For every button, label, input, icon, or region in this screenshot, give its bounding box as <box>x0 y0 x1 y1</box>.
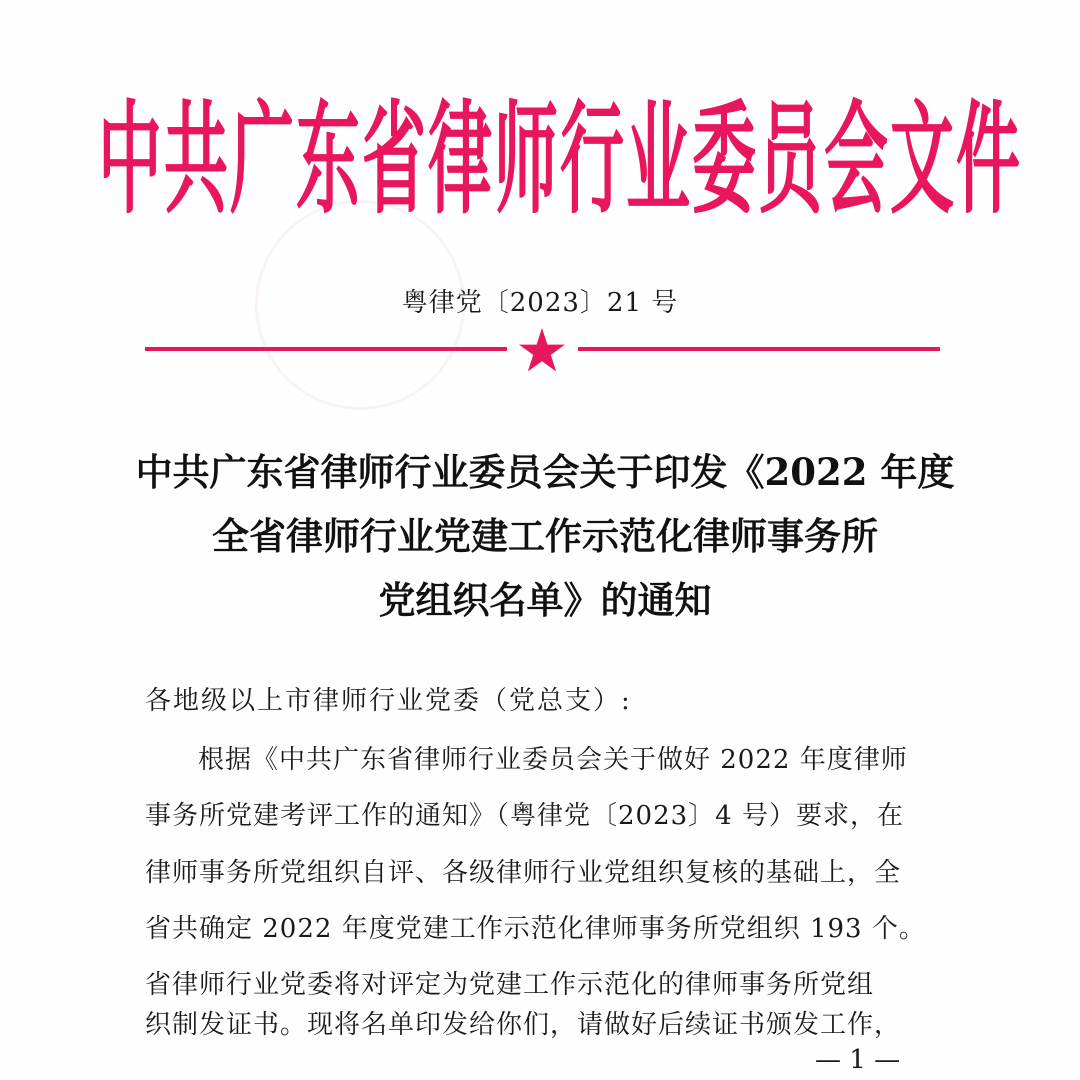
notice-title <box>120 440 970 632</box>
notice-title-line: 中共广东省律师行业委员会关于印发《2022 年度 <box>135 450 955 494</box>
divider-left <box>145 347 507 351</box>
body-paragraph-line: 根据《中共广东省律师行业委员会关于做好 2022 年度律师 <box>198 745 908 775</box>
body-paragraph-line: 事务所党建考评工作的通知》（粤律党〔2023〕4 号）要求，在 <box>145 801 904 831</box>
header-title: 中共广东省律师行业委员会文件 <box>98 91 1022 232</box>
star-icon <box>519 328 565 372</box>
page-number: — 1 — <box>815 1045 901 1075</box>
notice-title-line: 全省律师行业党建工作示范化律师事务所 <box>212 514 878 558</box>
body-paragraph-line: 织制发证书。现将名单印发给你们，请做好后续证书颁发工作， <box>145 1010 902 1040</box>
body-paragraph-line: 律师事务所党组织自评、各级律师行业党组织复核的基础上，全 <box>145 858 902 888</box>
document-number: 粤律党〔2023〕21 号 <box>401 288 679 318</box>
salutation: 各地级以上市律师行业党委（党总支）: <box>145 686 632 716</box>
body-paragraph-line: 省共确定 2022 年度党建工作示范化律师事务所党组织 193 个。 <box>145 914 926 944</box>
notice-title-line: 党组织名单》的通知 <box>378 578 712 622</box>
document-header <box>98 70 1022 232</box>
body-paragraph-line: 省律师行业党委将对评定为党建工作示范化的律师事务所党组 <box>145 970 875 1000</box>
divider-right <box>578 347 940 351</box>
